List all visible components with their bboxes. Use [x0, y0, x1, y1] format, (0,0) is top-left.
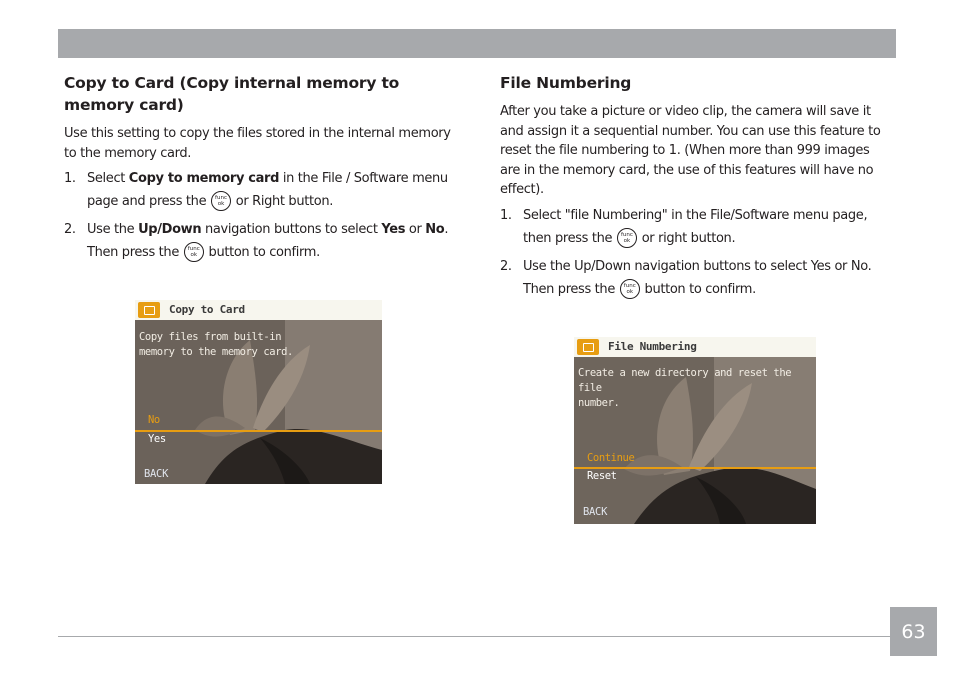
menu-option-yes[interactable]: Yes	[148, 433, 166, 445]
back-label[interactable]: BACK	[583, 506, 608, 518]
func-ok-button-icon	[617, 228, 637, 248]
text-run: navigation buttons to select	[201, 222, 382, 237]
option-name: No	[425, 222, 445, 237]
text-run: Select	[87, 171, 129, 186]
icon-label: ok	[623, 237, 631, 244]
screen-title-bar	[574, 337, 816, 357]
screen-description: Copy files from built-in memory to the memory card.	[139, 331, 293, 358]
step-item	[500, 255, 890, 301]
selection-underline	[574, 467, 816, 469]
button-name: Up/Down	[138, 222, 202, 237]
section-heading: File Numbering	[500, 74, 632, 92]
text-run: button to confirm.	[640, 281, 756, 297]
func-ok-button-icon	[620, 279, 640, 299]
menu-item-name: Copy to memory card	[128, 171, 280, 186]
text-run: or Right button.	[232, 194, 333, 209]
menu-option-continue[interactable]: Continue	[587, 452, 635, 464]
menu-option-no[interactable]: No	[148, 414, 160, 426]
step-item	[64, 218, 456, 264]
section-heading: Copy to Card (Copy internal memory to memory card)	[64, 74, 400, 114]
copy-to-card-section	[64, 72, 456, 269]
footer-rule	[58, 636, 890, 637]
step-number: 2.	[500, 258, 512, 274]
func-ok-button-icon	[211, 191, 231, 211]
camera-screen-file-numbering	[574, 337, 816, 524]
menu-option-reset[interactable]: Reset	[587, 470, 617, 482]
func-ok-button-icon	[184, 242, 204, 262]
screen-title: File Numbering	[608, 340, 697, 353]
icon-label: func	[623, 282, 636, 289]
text-run: button to confirm.	[204, 245, 320, 260]
step-text	[523, 204, 890, 250]
page-number: 63	[890, 607, 937, 656]
icon-label: func	[620, 231, 633, 238]
text-run: . Then press the	[87, 222, 449, 260]
screen-title-bar	[135, 300, 382, 320]
icon-label: func	[215, 195, 227, 201]
back-label[interactable]: BACK	[144, 468, 169, 480]
icon-label: ok	[190, 252, 198, 258]
step-number: 2.	[64, 222, 76, 237]
step-text	[87, 167, 456, 213]
header-bar	[58, 29, 896, 58]
selection-underline	[135, 430, 382, 432]
camera-screen-copy-to-card	[135, 300, 382, 484]
section-intro: After you take a picture or video clip, the camera will save it and assign it a sequential number. You can use this feature to reset the file numbering to 1. (When more than 999 images are in the memory card, the use of this features will have no effect).	[500, 104, 881, 197]
flower-background-image	[135, 300, 382, 484]
step-item	[64, 167, 456, 213]
text-run: in the File / Software menu page and press the	[87, 171, 448, 209]
step-text	[523, 255, 890, 301]
file-numbering-section	[500, 72, 890, 306]
folder-icon	[577, 339, 599, 355]
icon-label: ok	[626, 288, 634, 295]
icon-label: ok	[217, 201, 225, 207]
text-run: Select "file Numbering" in the File/Software menu page, then press the	[523, 207, 868, 246]
step-text	[87, 218, 456, 264]
text-run: Use the	[87, 222, 139, 237]
section-intro: Use this setting to copy the files stored in the internal memory to the memory card.	[64, 126, 451, 161]
step-list	[500, 204, 890, 301]
screen-title: Copy to Card	[169, 303, 245, 316]
step-list	[64, 167, 456, 264]
text-run: or right button.	[637, 230, 736, 246]
option-name: Yes	[381, 222, 406, 237]
icon-label: func	[187, 246, 200, 252]
step-number: 1.	[500, 207, 512, 223]
folder-icon	[138, 302, 160, 318]
step-item	[500, 204, 890, 250]
text-run: or	[405, 222, 426, 237]
screen-description: Create a new directory and reset the file number.	[578, 367, 792, 409]
step-number: 1.	[64, 171, 76, 186]
text-run: Use the Up/Down navigation buttons to select Yes or No. Then press the	[523, 258, 872, 297]
